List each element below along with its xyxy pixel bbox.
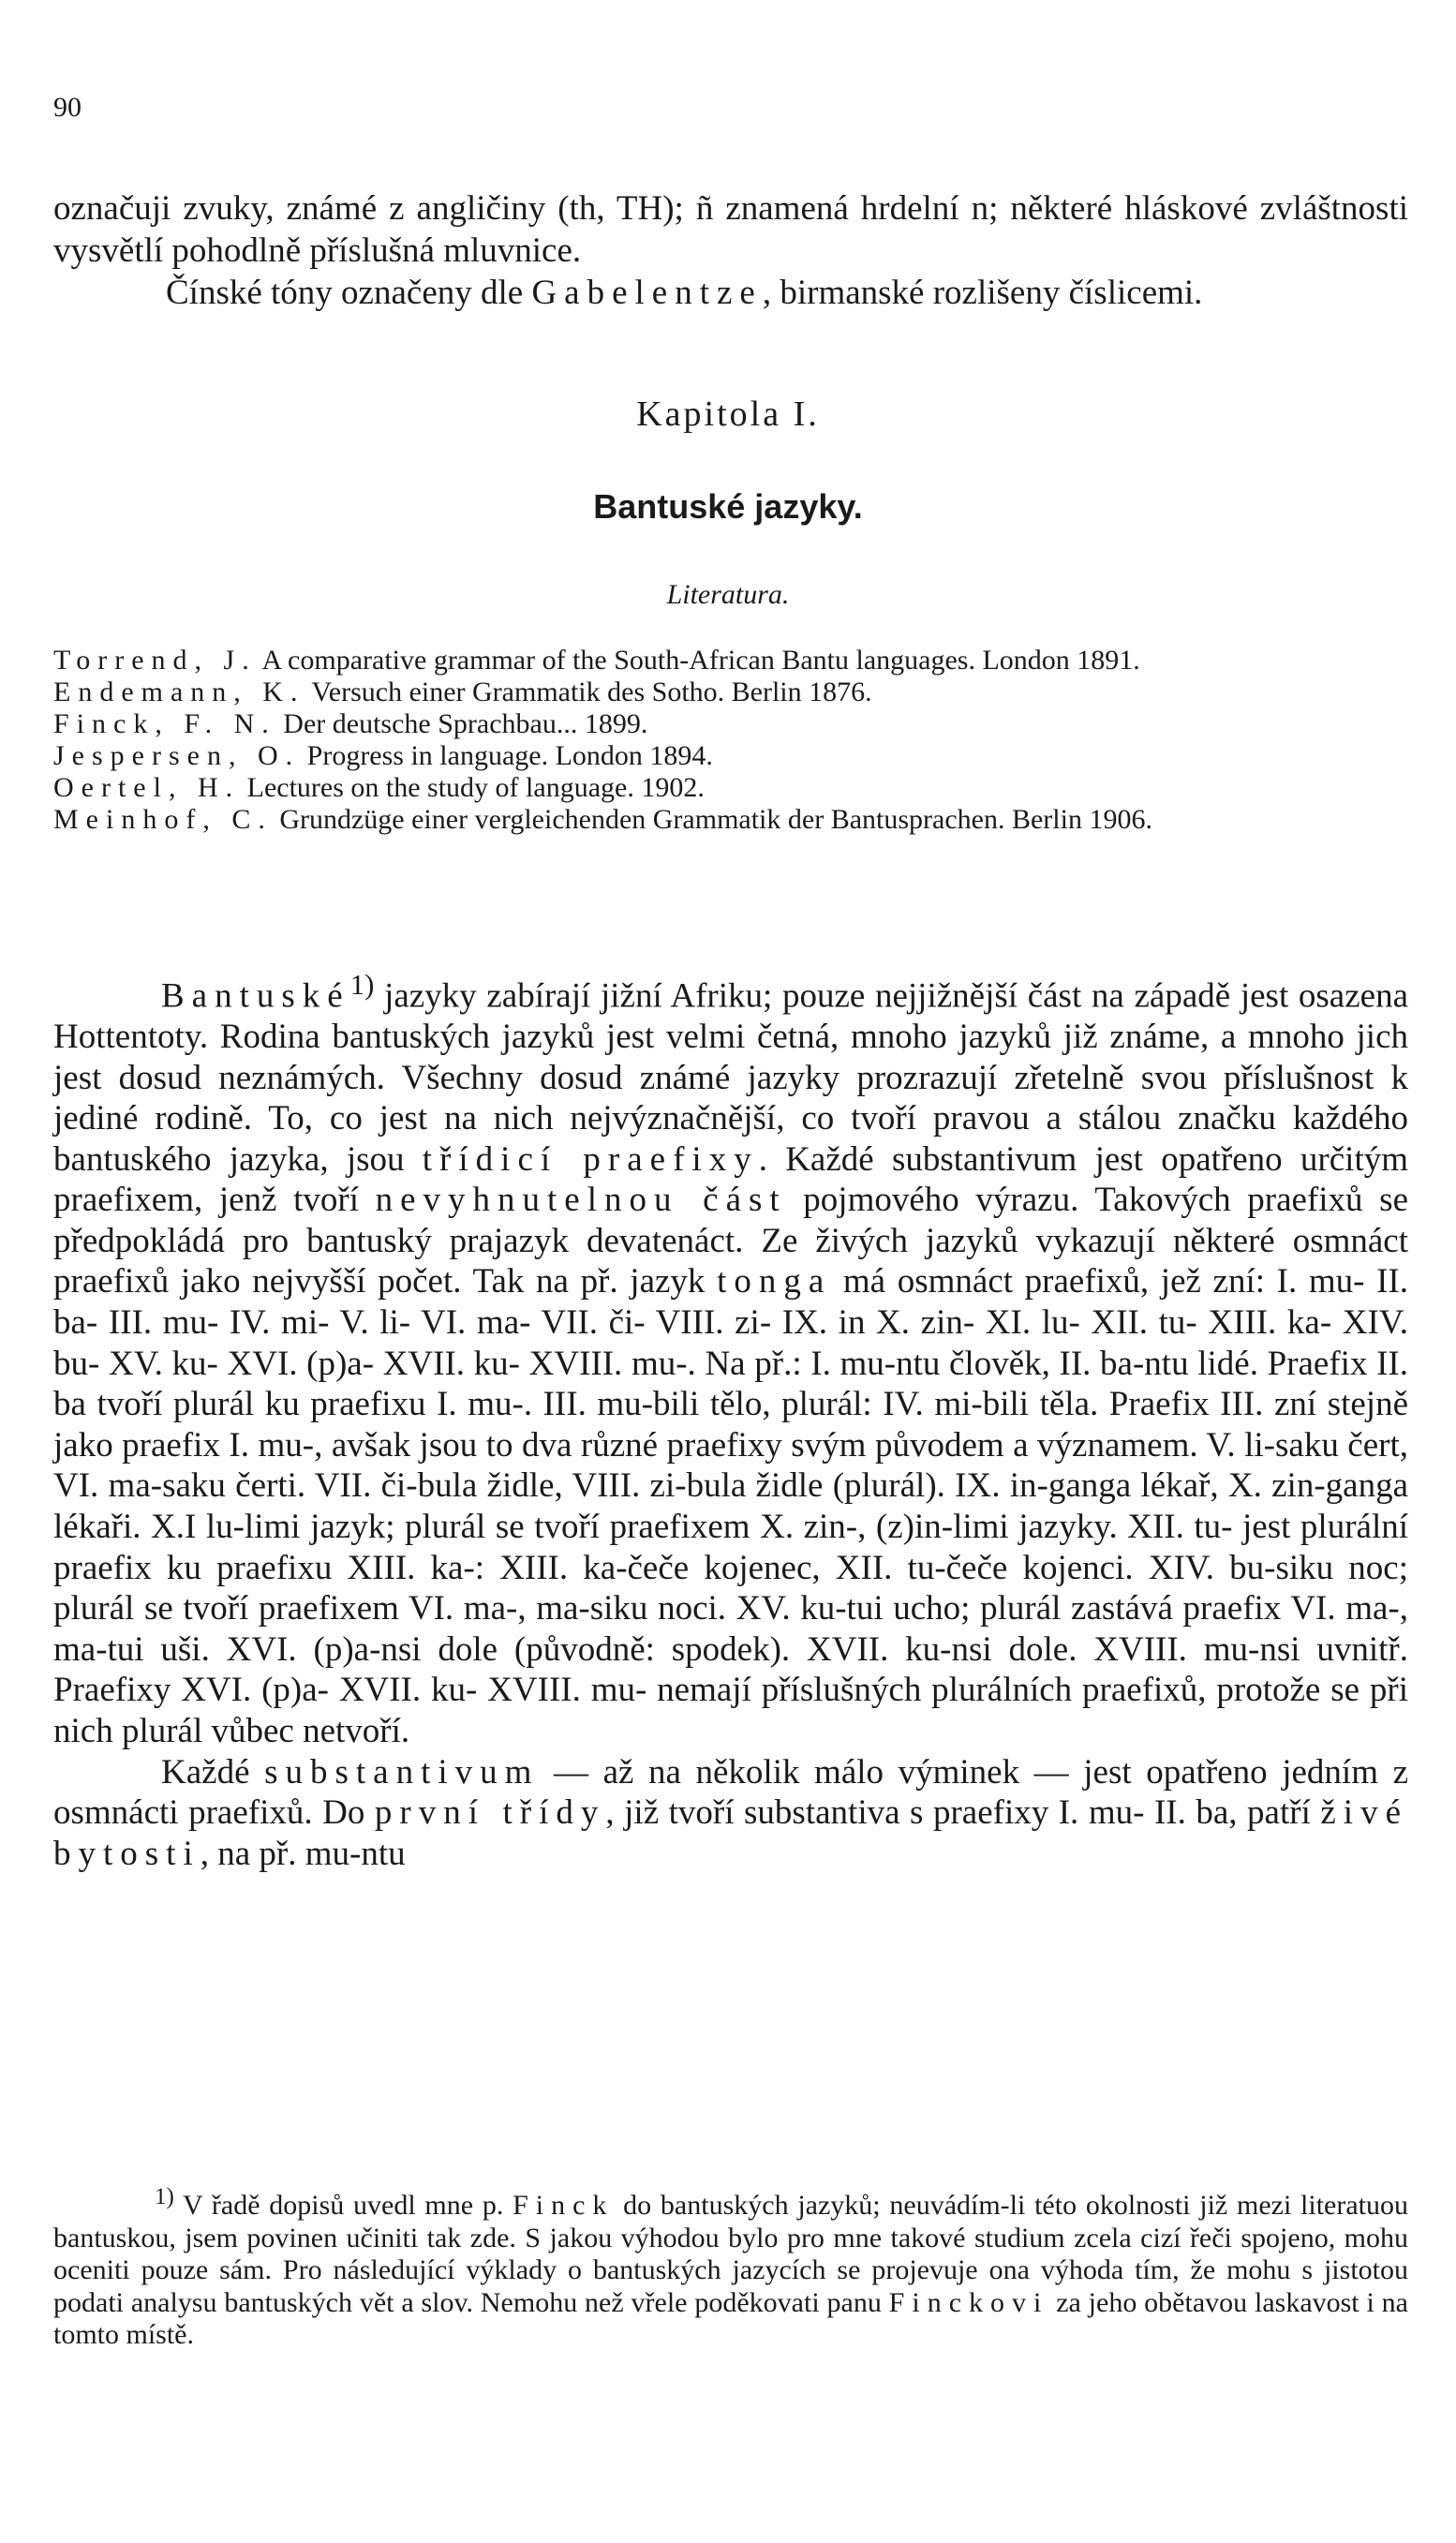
body-paragraph-2 [53,1752,1408,1875]
section-title: Bantuské jazyky. [593,487,863,526]
reference-item [53,804,1408,836]
body-text-span: má osmnáct praefixů, jež zní: I. mu- II. ba- III. mu- IV. mi- V. li- VI. ma- VII. či- VIII. zi- IX. in X. zin- XI. lu- XII. tu- XIII. ka- XIV. bu- XV. ku- XVI. (p)a- XVII. ku- XVIII. mu-. Na př.: I. mu-ntu člověk, II. ba-ntu lidé. Praefix II. ba tvoří plurál ku praefixu I. mu-. III. mu-bili tělo, plurál: IV. mi-bili těla. Praefix III. zní stejně jako praefix I. mu-, avšak jsou to dva různé praefixy svým původem a významem. V. li-saku čert, VI. ma-saku čerti. VII. či-bula židle, VIII. zi-bula židle (plurál). IX. in-ganga lékař, X. zin-ganga lékaři. X.I lu-limi jazyk; plurál se tvoří praefixem X. zin-, (z)in-limi jazyky. XII. tu- jest plurální praefix ku praefixu XIII. ka-: XIII. ka-čeče kojenec, XII. tu-čeče kojenci. XIV. bu-siku noc; plurál se tvoří praefixem VI. ma-, ma-siku noci. XV. ku-tui ucho; plurál zastává praefix VI. ma-, ma-tui uši. XVI. (p)a-nsi dole (původně: spodek). XVII. ku-nsi dole. XVIII. mu-nsi uvnitř. Praefixy XVI. (p)a- XVII. ku- XVIII. mu- nemají příslušných plurálních praefixů, protože se při nich plurál vůbec netvoří. [53,1262,1408,1751]
intro-text-span: , birmanské rozlišeny číslicemi. [762,274,1203,312]
footnote-marker: 1) [155,2184,174,2209]
spaced-name: Finck [513,2190,615,2221]
reference-author: Endemann, K. [53,677,305,707]
body-text-span: jazyky zabírají jižní Afriku; pouze nejjižnější část na západě jest osazena Hottentoty. Rodina bantuských jazyků jest velmi četná, mnoho jazyků již známe, a mnoho jich jest dosud neznámých. Všechny dosud známé jazyky prozrazují zřetelně svou příslušnost k jediné rodině. To, co jest na nich nejvýznačnější, co tvoří pravou a stálou značku každého bantuského jazyka, jsou [53,976,1408,1179]
intro-paragraph-1: označuji zvuky, známé z angličiny (th, TH); ñ znamená hrdelní n; některé hláskové zvláštnosti vysvětlí pohodlně příslušná mluvnice. [53,189,1408,270]
spaced-term: substantivum [264,1752,540,1792]
footnote [53,2181,1408,2352]
reference-item [53,708,1408,740]
intro-text [53,187,1408,314]
intro-paragraph-2 [53,272,1408,314]
reference-list [53,645,1408,836]
reference-author: Finck, F. N. [53,708,276,739]
reference-text: Grundzüge einer vergleichenden Grammatik der Bantusprachen. Berlin 1906. [272,804,1152,835]
spaced-name: Gabelentze [531,274,763,312]
reference-item [53,772,1408,804]
reference-text: Lectures on the study of language. 1902. [240,772,705,803]
reference-text: Versuch einer Grammatik des Sotho. Berlin 1876. [305,677,872,707]
reference-item [53,645,1408,677]
spaced-term: tonga [717,1262,832,1301]
spaced-term: Bantuské [161,976,350,1016]
reference-author: Torrend, J. [53,645,257,676]
page-number: 90 [53,92,82,123]
body-text-span: — až na několik málo výminek — jest opatřeno jedním z osmnácti praefixů. Do [53,1752,1408,1833]
body-text-span: Každé [161,1752,265,1792]
reference-author: Meinhof, C. [53,804,273,835]
reference-author: Jespersen, O. [53,740,301,771]
footnote-span: do bantuských jazyků; neuvádím-li této okolnosti již mezi literatuou bantuskou, jsem povinen učiniti tak zde. S jakou výhodou bylo pro mne takové studium zcela cizí řeči spojeno, mohu oceniti pouze sám. Pro následující výklady o bantuských jazycích se projevuje ona výhoda tím, že mohu s jistotou podati analysu bantuských vět a slov. Nemohu než vřele poděkovati panu [53,2190,1408,2318]
spaced-term: třídicí praefixy [422,1139,759,1179]
main-text [53,965,1408,1874]
footnote-marker: 1) [349,969,375,1001]
body-text-span: , na př. mu-ntu [200,1834,406,1873]
spaced-term: první třídy [374,1793,606,1833]
reference-text: Progress in language. London 1894. [300,740,713,771]
reference-author: Oertel, H. [53,772,241,803]
spaced-term: živé bytosti [53,1793,1408,1873]
spaced-term: nevyhnutelnou část [375,1181,787,1220]
reference-item [53,740,1408,772]
reference-text: Der deutsche Sprachbau... 1899. [275,708,648,739]
footnote-span: V řadě dopisů uvedl mne p. [173,2190,513,2221]
body-paragraph-1 [53,965,1408,1752]
intro-text-span: Čínské tóny označeny dle [166,274,532,312]
reference-item [53,677,1408,708]
footnote-span: za jeho obětavou laskavost i na tomto místě. [53,2286,1408,2350]
chapter-heading: Kapitola I. [636,394,820,434]
footnote-text [53,2181,1408,2352]
body-text-span: . Každé substantivum jest opatřeno určitým praefixem, jenž tvoří [53,1139,1409,1220]
reference-text: A comparative grammar of the South-African Bantu languages. London 1891. [256,645,1140,676]
spaced-name: Finckovi [888,2286,1049,2318]
body-text-span: pojmového výrazu. Takových praefixů se předpokládá pro bantuský prajazyk devatenáct. Ze živých jazyků vykazují některé osmnáct praefixů jako nejvyšší počet. Tak na př. jazyk [53,1181,1408,1301]
literature-heading: Literatura. [666,579,790,610]
body-text-span: , již tvoří substantiva s praefixy I. mu- II. ba, patří [605,1793,1321,1833]
